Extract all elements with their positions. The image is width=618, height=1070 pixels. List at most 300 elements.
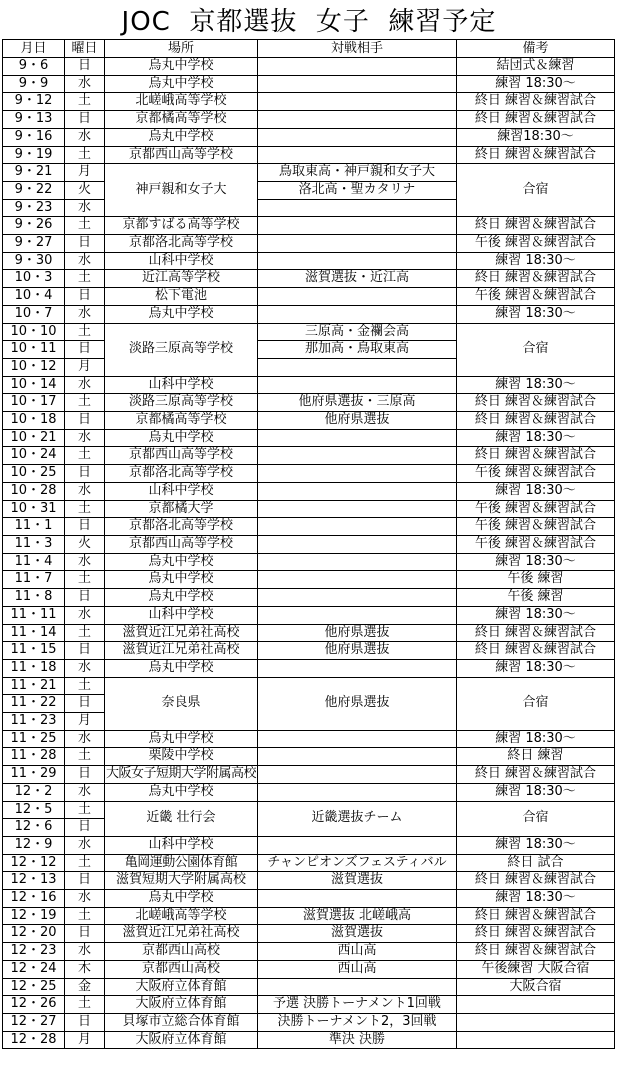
cell-dow: 土 — [65, 801, 105, 819]
cell-venue: 京都橘高等学校 — [105, 111, 258, 129]
cell-venue: 大阪府立体育館 — [105, 996, 258, 1014]
table-row — [3, 164, 615, 182]
table-row — [3, 659, 615, 677]
cell-date: 11・14 — [3, 624, 65, 642]
cell-dow: 日 — [65, 111, 105, 129]
cell-venue: 烏丸中学校 — [105, 571, 258, 589]
cell-venue: 京都西山高等学校 — [105, 447, 258, 465]
cell-opponent: 滋賀選抜 — [258, 872, 457, 890]
cell-date: 9・13 — [3, 111, 65, 129]
cell-venue: 山科中学校 — [105, 606, 258, 624]
cell-note: 練習 18:30～ — [457, 376, 615, 394]
table-row — [3, 553, 615, 571]
cell-opponent — [258, 75, 457, 93]
cell-date: 11・25 — [3, 730, 65, 748]
cell-opponent — [258, 748, 457, 766]
cell-note: 終日 練習＆練習試合 — [457, 412, 615, 430]
cell-opponent — [258, 783, 457, 801]
cell-opponent: 西山高 — [258, 943, 457, 961]
cell-note — [457, 1013, 615, 1031]
cell-dow: 水 — [65, 75, 105, 93]
cell-dow: 日 — [65, 872, 105, 890]
cell-date: 11・7 — [3, 571, 65, 589]
cell-opponent — [258, 535, 457, 553]
cell-venue: 奈良県 — [105, 677, 258, 730]
cell-date: 11・22 — [3, 695, 65, 713]
cell-date: 12・16 — [3, 890, 65, 908]
table-row — [3, 235, 615, 253]
cell-opponent — [258, 429, 457, 447]
cell-date: 9・30 — [3, 252, 65, 270]
cell-note: 終日 練習＆練習試合 — [457, 93, 615, 111]
cell-dow: 水 — [65, 429, 105, 447]
table-row — [3, 960, 615, 978]
cell-dow: 水 — [65, 553, 105, 571]
cell-venue: 烏丸中学校 — [105, 429, 258, 447]
cell-venue: 北嵯峨高等学校 — [105, 93, 258, 111]
cell-note: 練習 18:30～ — [457, 305, 615, 323]
header-note: 備考 — [457, 40, 615, 58]
cell-note: 練習 18:30～ — [457, 890, 615, 908]
cell-opponent — [258, 376, 457, 394]
cell-opponent — [258, 146, 457, 164]
table-row — [3, 943, 615, 961]
table-row — [3, 111, 615, 129]
cell-note: 練習 18:30～ — [457, 836, 615, 854]
cell-date: 12・24 — [3, 960, 65, 978]
cell-dow: 土 — [65, 907, 105, 925]
table-row — [3, 606, 615, 624]
cell-note — [457, 996, 615, 1014]
cell-opponent: 他府県選抜 — [258, 642, 457, 660]
cell-date: 12・20 — [3, 925, 65, 943]
cell-dow: 日 — [65, 235, 105, 253]
cell-date: 9・16 — [3, 128, 65, 146]
cell-venue: 松下電池 — [105, 288, 258, 306]
cell-venue: 山科中学校 — [105, 376, 258, 394]
cell-venue: 滋賀近江兄弟社高校 — [105, 925, 258, 943]
cell-date: 12・27 — [3, 1013, 65, 1031]
cell-date: 9・19 — [3, 146, 65, 164]
cell-date: 11・3 — [3, 535, 65, 553]
table-row — [3, 748, 615, 766]
cell-opponent — [258, 93, 457, 111]
cell-venue: 京都西山高校 — [105, 960, 258, 978]
cell-venue: 京都橘大学 — [105, 500, 258, 518]
cell-date: 11・11 — [3, 606, 65, 624]
cell-dow: 水 — [65, 890, 105, 908]
cell-note: 大阪合宿 — [457, 978, 615, 996]
cell-dow: 日 — [65, 58, 105, 76]
cell-venue: 京都洛北高等学校 — [105, 518, 258, 536]
cell-date: 12・5 — [3, 801, 65, 819]
table-row — [3, 624, 615, 642]
cell-opponent: チャンピオンズフェスティバル — [258, 854, 457, 872]
cell-venue: 京都西山高等学校 — [105, 535, 258, 553]
table-row — [3, 801, 615, 819]
cell-note: 終日 練習＆練習試合 — [457, 642, 615, 660]
page-title: JOC 京都選抜 女子 練習予定 — [121, 7, 497, 37]
cell-opponent — [258, 659, 457, 677]
cell-date: 12・28 — [3, 1031, 65, 1049]
cell-dow: 土 — [65, 217, 105, 235]
table-row — [3, 1031, 615, 1049]
cell-date: 10・4 — [3, 288, 65, 306]
table-row — [3, 270, 615, 288]
cell-date: 12・12 — [3, 854, 65, 872]
table-row — [3, 907, 615, 925]
cell-note: 午後 練習＆練習試合 — [457, 535, 615, 553]
cell-venue: 淡路三原高等学校 — [105, 323, 258, 376]
cell-venue: 滋賀短期大学附属高校 — [105, 872, 258, 890]
cell-venue: 京都すばる高等学校 — [105, 217, 258, 235]
cell-note: 練習 18:30～ — [457, 482, 615, 500]
cell-note: 終日 練習＆練習試合 — [457, 872, 615, 890]
cell-dow: 日 — [65, 341, 105, 359]
cell-opponent — [258, 111, 457, 129]
cell-dow: 土 — [65, 146, 105, 164]
table-row — [3, 412, 615, 430]
cell-opponent — [258, 518, 457, 536]
cell-date: 12・2 — [3, 783, 65, 801]
cell-note: 合宿 — [457, 677, 615, 730]
cell-date: 10・28 — [3, 482, 65, 500]
cell-venue: 滋賀近江兄弟社高校 — [105, 624, 258, 642]
cell-opponent: 西山高 — [258, 960, 457, 978]
cell-date: 11・18 — [3, 659, 65, 677]
cell-opponent — [258, 730, 457, 748]
cell-date: 9・9 — [3, 75, 65, 93]
cell-venue: 京都洛北高等学校 — [105, 235, 258, 253]
table-row — [3, 323, 615, 341]
cell-dow: 月 — [65, 164, 105, 182]
cell-opponent — [258, 58, 457, 76]
cell-note: 練習 18:30～ — [457, 75, 615, 93]
cell-dow: 水 — [65, 482, 105, 500]
cell-dow: 日 — [65, 465, 105, 483]
cell-dow: 金 — [65, 978, 105, 996]
cell-opponent — [258, 836, 457, 854]
cell-date: 12・6 — [3, 819, 65, 837]
cell-date: 12・9 — [3, 836, 65, 854]
cell-dow: 日 — [65, 925, 105, 943]
cell-dow: 日 — [65, 589, 105, 607]
cell-note: 結団式＆練習 — [457, 58, 615, 76]
cell-opponent — [258, 890, 457, 908]
cell-venue: 大阪府立体育館 — [105, 978, 258, 996]
table-row — [3, 571, 615, 589]
cell-dow: 水 — [65, 783, 105, 801]
cell-venue: 近江高等学校 — [105, 270, 258, 288]
header-row — [3, 40, 615, 58]
schedule-body — [3, 58, 615, 1049]
cell-date: 11・23 — [3, 713, 65, 731]
cell-dow: 土 — [65, 500, 105, 518]
cell-note: 午後 練習＆練習試合 — [457, 500, 615, 518]
cell-note: 終日 練習＆練習試合 — [457, 907, 615, 925]
cell-opponent — [258, 978, 457, 996]
cell-dow: 日 — [65, 288, 105, 306]
table-row — [3, 482, 615, 500]
cell-dow: 木 — [65, 960, 105, 978]
table-row — [3, 890, 615, 908]
table-row — [3, 836, 615, 854]
cell-note: 終日 練習＆練習試合 — [457, 766, 615, 784]
cell-venue: 北嵯峨高等学校 — [105, 907, 258, 925]
cell-dow: 水 — [65, 943, 105, 961]
table-row — [3, 677, 615, 695]
cell-opponent — [258, 235, 457, 253]
cell-date: 9・27 — [3, 235, 65, 253]
table-row — [3, 252, 615, 270]
cell-date: 12・23 — [3, 943, 65, 961]
cell-dow: 土 — [65, 93, 105, 111]
cell-dow: 月 — [65, 358, 105, 376]
cell-dow: 土 — [65, 996, 105, 1014]
cell-dow: 日 — [65, 695, 105, 713]
cell-dow: 水 — [65, 199, 105, 217]
table-row — [3, 500, 615, 518]
cell-date: 10・14 — [3, 376, 65, 394]
cell-note: 終日 練習＆練習試合 — [457, 146, 615, 164]
table-row — [3, 465, 615, 483]
cell-opponent — [258, 199, 457, 217]
cell-opponent — [258, 465, 457, 483]
cell-dow: 土 — [65, 571, 105, 589]
cell-opponent — [258, 447, 457, 465]
cell-date: 12・25 — [3, 978, 65, 996]
cell-opponent: 滋賀選抜・近江高 — [258, 270, 457, 288]
cell-venue: 山科中学校 — [105, 252, 258, 270]
cell-opponent — [258, 589, 457, 607]
cell-opponent — [258, 305, 457, 323]
cell-venue: 京都橘高等学校 — [105, 412, 258, 430]
cell-opponent — [258, 766, 457, 784]
cell-opponent: 滋賀選抜 — [258, 925, 457, 943]
cell-note: 合宿 — [457, 801, 615, 836]
cell-date: 9・23 — [3, 199, 65, 217]
cell-dow: 水 — [65, 606, 105, 624]
cell-venue: 京都西山高校 — [105, 943, 258, 961]
header-dow: 曜日 — [65, 40, 105, 58]
cell-dow: 土 — [65, 323, 105, 341]
table-row — [3, 730, 615, 748]
cell-opponent: 近畿選抜チーム — [258, 801, 457, 836]
cell-venue: 烏丸中学校 — [105, 75, 258, 93]
header-venue: 場所 — [105, 40, 258, 58]
cell-opponent — [258, 500, 457, 518]
cell-note: 練習 18:30～ — [457, 429, 615, 447]
table-row — [3, 766, 615, 784]
cell-venue: 栗陵中学校 — [105, 748, 258, 766]
cell-dow: 火 — [65, 181, 105, 199]
table-row — [3, 217, 615, 235]
table-row — [3, 978, 615, 996]
cell-venue: 烏丸中学校 — [105, 730, 258, 748]
cell-date: 9・22 — [3, 181, 65, 199]
cell-dow: 月 — [65, 1031, 105, 1049]
cell-dow: 日 — [65, 642, 105, 660]
cell-venue: 烏丸中学校 — [105, 659, 258, 677]
cell-date: 10・24 — [3, 447, 65, 465]
cell-note: 終日 練習＆練習試合 — [457, 925, 615, 943]
cell-opponent: 他府県選抜 — [258, 677, 457, 730]
cell-date: 10・7 — [3, 305, 65, 323]
cell-venue: 烏丸中学校 — [105, 589, 258, 607]
cell-opponent: 他府県選抜・三原高 — [258, 394, 457, 412]
cell-dow: 土 — [65, 677, 105, 695]
cell-venue: 亀岡運動公園体育館 — [105, 854, 258, 872]
cell-dow: 土 — [65, 270, 105, 288]
table-row — [3, 305, 615, 323]
table-row — [3, 925, 615, 943]
cell-opponent: 決勝トーナメント2，3回戦 — [258, 1013, 457, 1031]
header-opponent: 対戦相手 — [258, 40, 457, 58]
table-row — [3, 996, 615, 1014]
cell-dow: 土 — [65, 447, 105, 465]
cell-note: 終日 練習＆練習試合 — [457, 943, 615, 961]
cell-dow: 土 — [65, 854, 105, 872]
schedule-table — [2, 39, 615, 1049]
cell-venue: 滋賀近江兄弟社高校 — [105, 642, 258, 660]
table-row — [3, 518, 615, 536]
cell-date: 11・21 — [3, 677, 65, 695]
cell-date: 10・17 — [3, 394, 65, 412]
cell-dow: 水 — [65, 252, 105, 270]
cell-dow: 日 — [65, 518, 105, 536]
cell-note: 練習18:30～ — [457, 128, 615, 146]
cell-note: 終日 練習 — [457, 748, 615, 766]
cell-note: 合宿 — [457, 323, 615, 376]
cell-dow: 水 — [65, 305, 105, 323]
cell-opponent — [258, 288, 457, 306]
cell-dow: 日 — [65, 1013, 105, 1031]
cell-date: 11・15 — [3, 642, 65, 660]
cell-venue: 神戸親和女子大 — [105, 164, 258, 217]
cell-date: 10・25 — [3, 465, 65, 483]
cell-dow: 水 — [65, 659, 105, 677]
table-row — [3, 394, 615, 412]
cell-opponent — [258, 482, 457, 500]
cell-venue: 烏丸中学校 — [105, 890, 258, 908]
cell-opponent: 鳥取東高・神戸親和女子大 — [258, 164, 457, 182]
cell-venue: 京都洛北高等学校 — [105, 465, 258, 483]
cell-dow: 水 — [65, 730, 105, 748]
cell-dow: 火 — [65, 535, 105, 553]
cell-opponent — [258, 553, 457, 571]
cell-dow: 日 — [65, 819, 105, 837]
table-row — [3, 783, 615, 801]
cell-note: 終日 練習＆練習試合 — [457, 217, 615, 235]
cell-opponent: 準決 決勝 — [258, 1031, 457, 1049]
cell-date: 10・10 — [3, 323, 65, 341]
cell-dow: 月 — [65, 713, 105, 731]
cell-date: 12・26 — [3, 996, 65, 1014]
table-row — [3, 75, 615, 93]
table-row — [3, 854, 615, 872]
table-row — [3, 447, 615, 465]
cell-venue: 近畿 壮行会 — [105, 801, 258, 836]
cell-note: 終日 練習＆練習試合 — [457, 624, 615, 642]
cell-date: 10・11 — [3, 341, 65, 359]
cell-dow: 土 — [65, 624, 105, 642]
cell-note: 終日 練習＆練習試合 — [457, 111, 615, 129]
cell-venue: 大阪府立体育館 — [105, 1031, 258, 1049]
cell-dow: 土 — [65, 394, 105, 412]
cell-note: 午後 練習＆練習試合 — [457, 465, 615, 483]
cell-venue: 山科中学校 — [105, 482, 258, 500]
cell-date: 11・28 — [3, 748, 65, 766]
cell-opponent: 滋賀選抜 北嵯峨高 — [258, 907, 457, 925]
table-row — [3, 589, 615, 607]
header-date: 月日 — [3, 40, 65, 58]
cell-note: 午後 練習＆練習試合 — [457, 518, 615, 536]
cell-date: 11・8 — [3, 589, 65, 607]
cell-venue: 淡路三原高等学校 — [105, 394, 258, 412]
table-row — [3, 288, 615, 306]
table-row — [3, 58, 615, 76]
cell-dow: 日 — [65, 412, 105, 430]
table-row — [3, 642, 615, 660]
cell-date: 10・12 — [3, 358, 65, 376]
cell-date: 11・29 — [3, 766, 65, 784]
cell-date: 10・31 — [3, 500, 65, 518]
cell-note — [457, 1031, 615, 1049]
cell-venue: 烏丸中学校 — [105, 128, 258, 146]
cell-opponent — [258, 217, 457, 235]
cell-opponent: 三原高・金襴会高 — [258, 323, 457, 341]
cell-note: 午後 練習 — [457, 571, 615, 589]
cell-date: 12・13 — [3, 872, 65, 890]
cell-opponent: 洛北高・聖カタリナ — [258, 181, 457, 199]
cell-dow: 水 — [65, 128, 105, 146]
cell-opponent: 他府県選抜 — [258, 624, 457, 642]
cell-venue: 烏丸中学校 — [105, 58, 258, 76]
cell-note: 終日 練習＆練習試合 — [457, 394, 615, 412]
cell-note: 練習 18:30～ — [457, 553, 615, 571]
cell-note: 練習 18:30～ — [457, 783, 615, 801]
cell-note: 終日 試合 — [457, 854, 615, 872]
cell-note: 午後練習 大阪合宿 — [457, 960, 615, 978]
cell-note: 午後 練習＆練習試合 — [457, 235, 615, 253]
table-row — [3, 535, 615, 553]
table-row — [3, 376, 615, 394]
cell-date: 9・6 — [3, 58, 65, 76]
cell-dow: 水 — [65, 836, 105, 854]
cell-date: 10・18 — [3, 412, 65, 430]
table-row — [3, 872, 615, 890]
cell-venue: 大阪女子短期大学附属高校 — [105, 766, 258, 784]
cell-opponent — [258, 128, 457, 146]
cell-date: 9・21 — [3, 164, 65, 182]
cell-note: 練習 18:30～ — [457, 659, 615, 677]
table-row — [3, 146, 615, 164]
cell-note: 午後 練習 — [457, 589, 615, 607]
cell-note: 練習 18:30～ — [457, 730, 615, 748]
cell-opponent: 那加高・鳥取東高 — [258, 341, 457, 359]
cell-venue: 烏丸中学校 — [105, 553, 258, 571]
cell-venue: 山科中学校 — [105, 836, 258, 854]
cell-opponent — [258, 606, 457, 624]
cell-note: 午後 練習＆練習試合 — [457, 288, 615, 306]
cell-opponent — [258, 252, 457, 270]
cell-venue: 貝塚市立総合体育館 — [105, 1013, 258, 1031]
cell-date: 11・1 — [3, 518, 65, 536]
cell-note: 終日 練習＆練習試合 — [457, 447, 615, 465]
table-row — [3, 93, 615, 111]
cell-dow: 水 — [65, 376, 105, 394]
cell-opponent: 他府県選抜 — [258, 412, 457, 430]
